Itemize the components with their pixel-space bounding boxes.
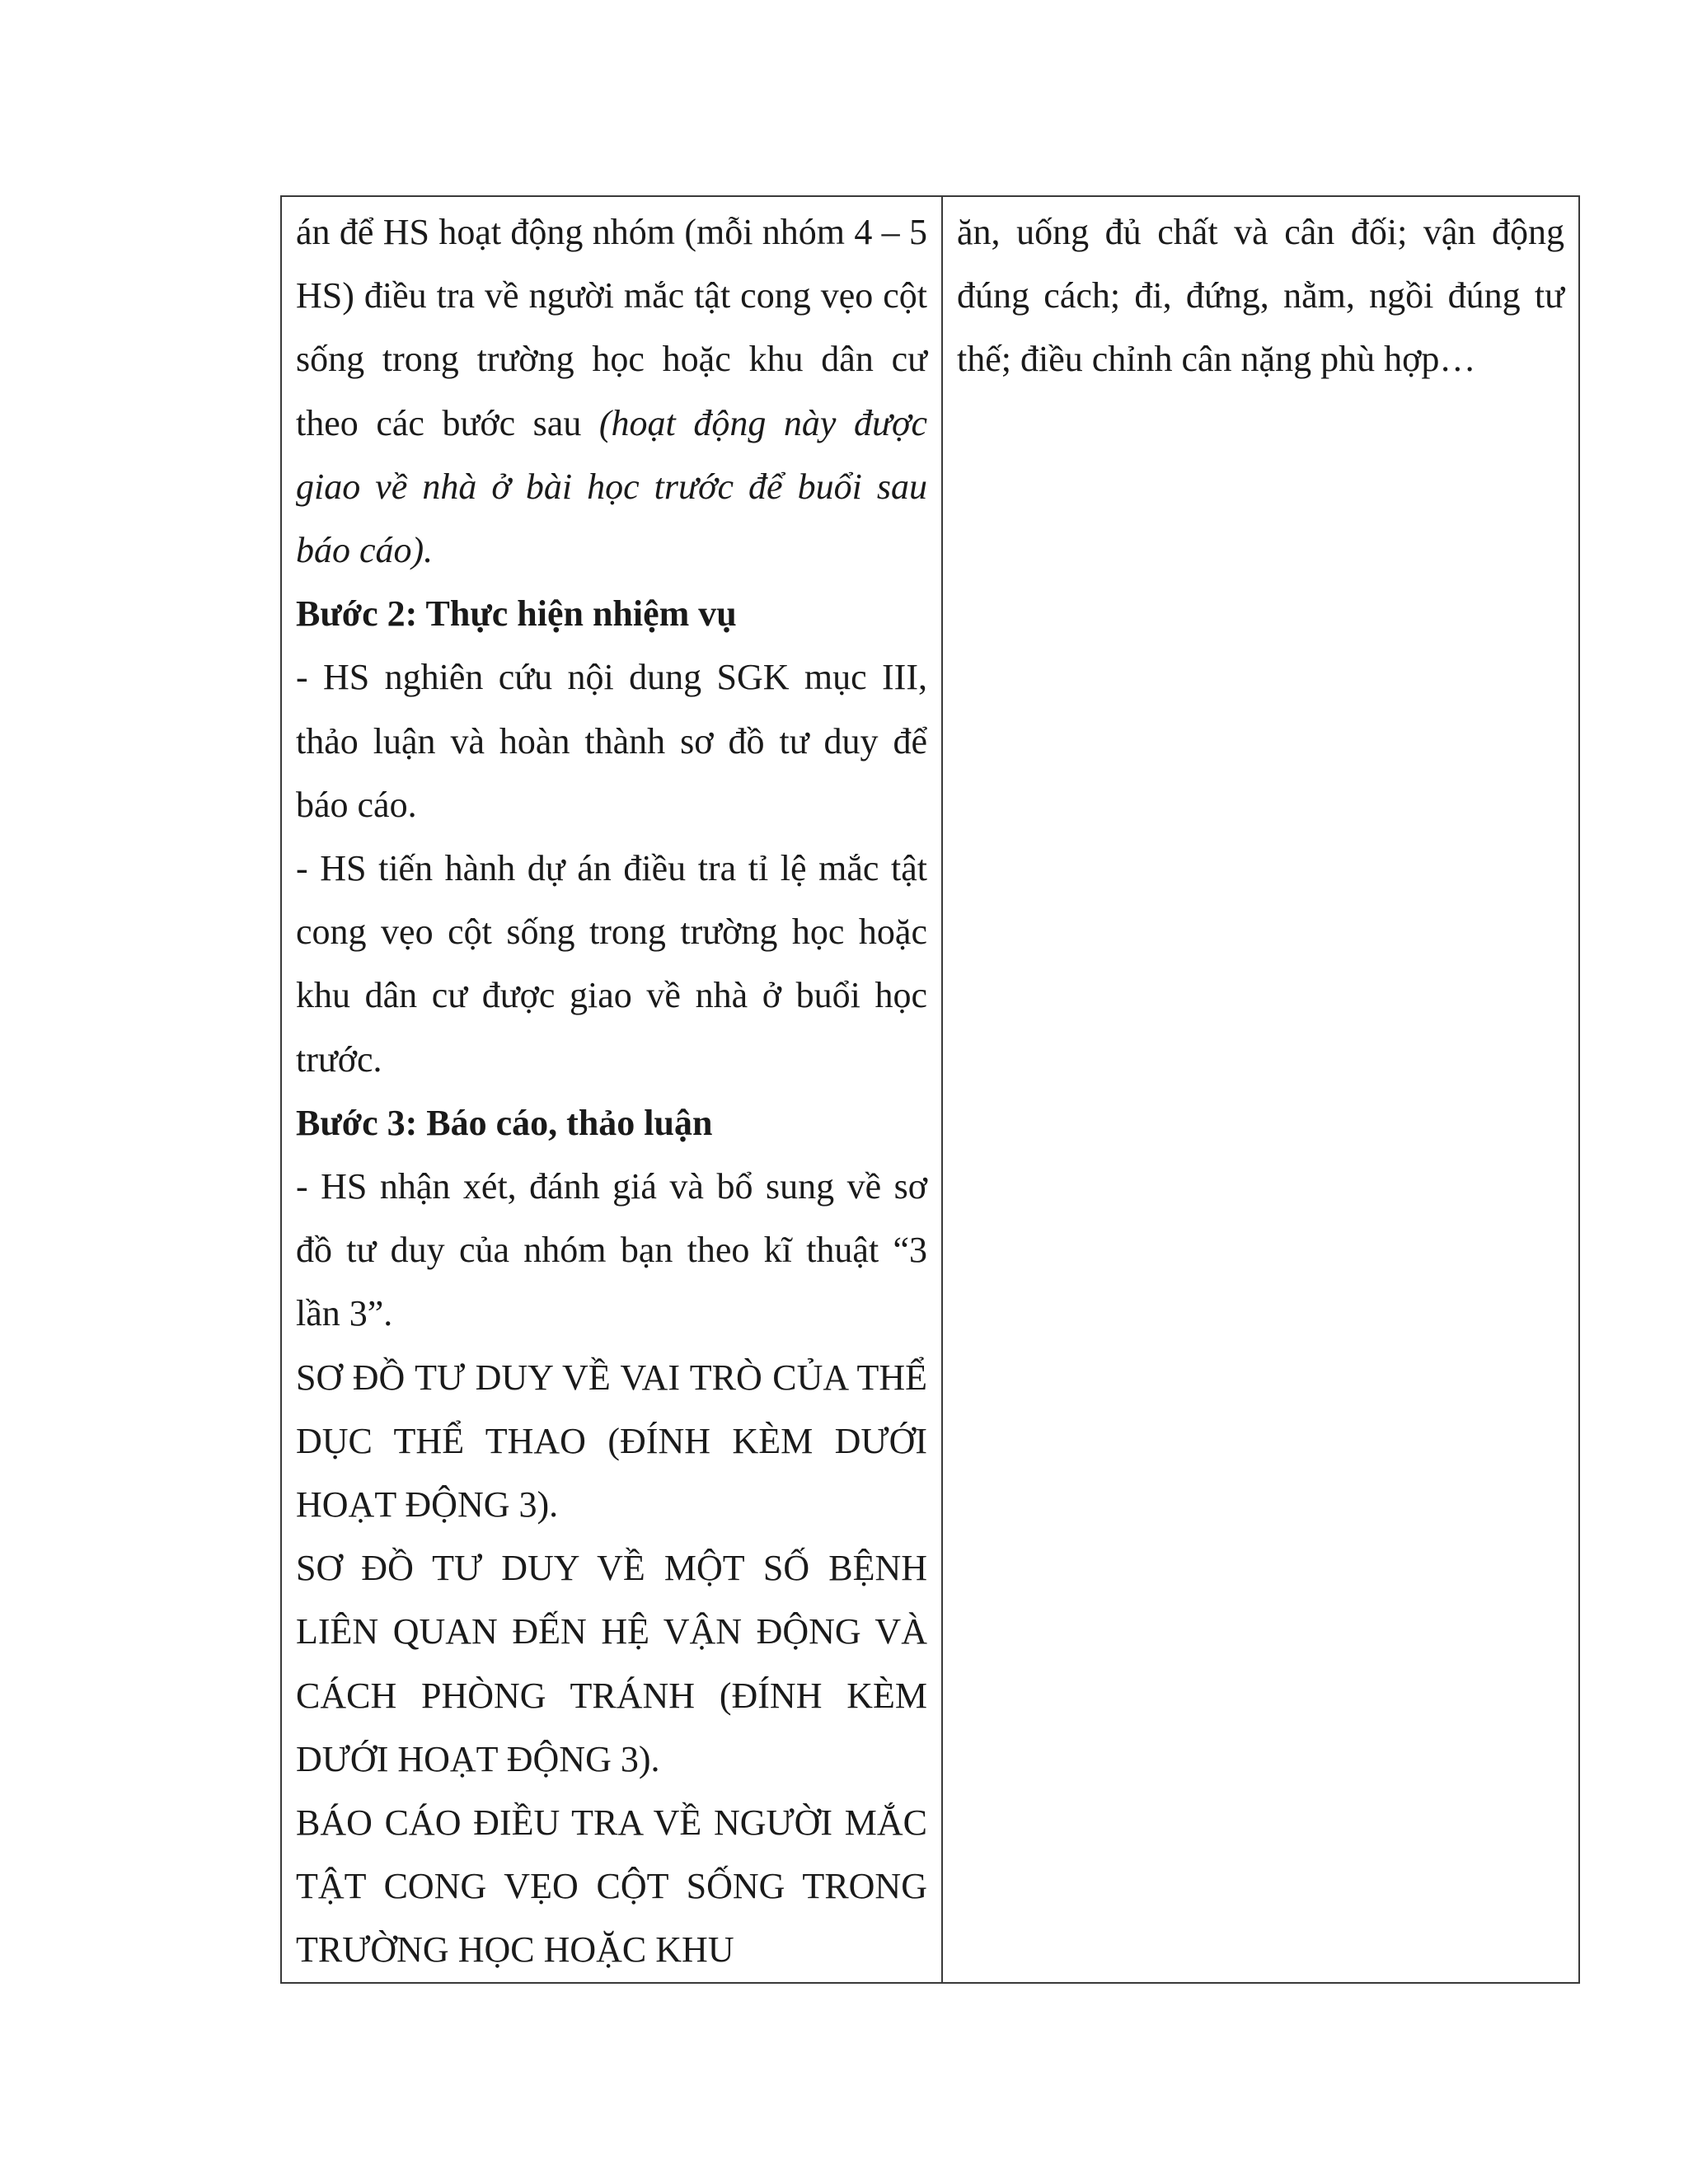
step2-heading: Bước 2: Thực hiện nhiệm vụ [296, 593, 737, 635]
intro-paragraph [296, 200, 927, 582]
right-paragraph: ăn, uống đủ chất và cân đối; vận động đúng cách; đi, đứng, nằm, ngồi đúng tư thế; điều chỉnh cân nặng phù hợp… [957, 212, 1564, 380]
step3-item-1: - HS nhận xét, đánh giá và bổ sung về sơ đồ tư duy của nhóm bạn theo kĩ thuật “3 lần 3”. [296, 1166, 927, 1334]
intro-text: án để HS hoạt động nhóm (mỗi nhóm 4 – 5 HS) điều tra về người mắc tật cong vẹo cột sống trong trường học hoặc khu dân cư theo các bước sau [296, 212, 927, 443]
step2-item-2: - HS tiến hành dự án điều tra tỉ lệ mắc tật cong vẹo cột sống trong trường học hoặc khu dân cư được giao về nhà ở buổi học trước. [296, 848, 927, 1080]
report-caption: BÁO CÁO ĐIỀU TRA VỀ NGƯỜI MẮC TẬT CONG VẸO CỘT SỐNG TRONG TRƯỜNG HỌC HOẶC KHU [296, 1802, 927, 1971]
intro-italic-note: (hoạt động này được giao về nhà ở bài học trước để buổi sau báo cáo). [296, 402, 927, 571]
mindmap-1-caption: SƠ ĐỒ TƯ DUY VỀ VAI TRÒ CỦA THỂ DỤC THỂ THAO (ĐÍNH KÈM DƯỚI HOẠT ĐỘNG 3). [296, 1357, 927, 1526]
mindmap-2-caption: SƠ ĐỒ TƯ DUY VỀ MỘT SỐ BỆNH LIÊN QUAN ĐẾN HỆ VẬN ĐỘNG VÀ CÁCH PHÒNG TRÁNH (ĐÍNH KÈM DƯỚI HOẠT ĐỘNG 3). [296, 1548, 927, 1779]
step2-item-1: - HS nghiên cứu nội dung SGK mục III, thảo luận và hoàn thành sơ đồ tư duy để báo cáo. [296, 657, 927, 825]
left-cell [281, 196, 942, 1983]
content-table [280, 195, 1580, 1984]
step3-heading: Bước 3: Báo cáo, thảo luận [296, 1102, 713, 1143]
table-row [281, 196, 1579, 1983]
right-cell [942, 196, 1579, 1983]
